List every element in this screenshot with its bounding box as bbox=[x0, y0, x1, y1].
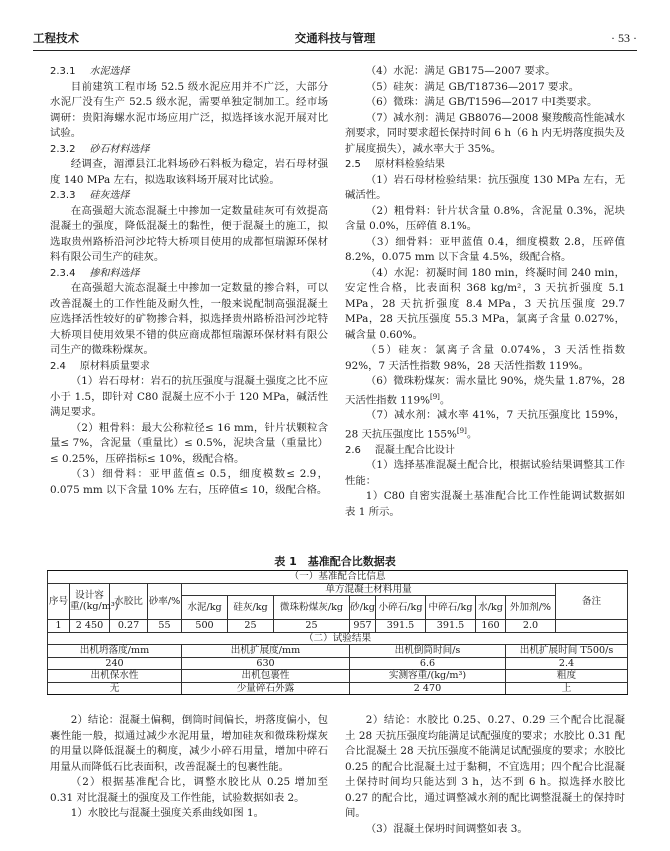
table-cell: 2.0 bbox=[506, 620, 556, 633]
paragraph: （4）水泥：初凝时间 180 min，终凝时间 240 min，安定性合格，比表面积 368 kg/m²，3 天抗折强度 5.1 MPa，28 天抗折强度 8.4 MPa，3 天抗压强度 29.7 MPa，28 天抗压强度 55.3 MPa，氯离子含量 0.027%，碱含量 0.60%。 bbox=[345, 266, 625, 341]
paragraph: 2）结论：混凝土偏稠，倒筒时间偏长，坍落度偏小，包裹性能一般，拟通过减少水泥用量，增加硅灰和微珠粉煤灰的用量以降低混凝土的稠度，减少小碎石用量，增加中碎石用量从而降低石比表面积，改善混凝土的包裹性能。 bbox=[50, 714, 328, 773]
table-cell: 391.5 bbox=[376, 620, 426, 633]
bottom-right-column bbox=[345, 713, 625, 837]
paragraph: （6）微珠：满足 GB/T1596—2017 中Ⅰ类要求。 bbox=[365, 96, 598, 108]
table-header: 硅灰/kg bbox=[228, 596, 274, 620]
paragraph: （3）细骨料：亚甲蓝值 0.4，细度模数 2.8，压碎值 8.2%，0.075 mm 以下含量 4.5%，级配合格。 bbox=[345, 235, 625, 263]
table-caption: 表 1 基准配合比数据表 bbox=[274, 555, 396, 568]
table-header: 出机坍落度/mm bbox=[48, 645, 182, 658]
table-cell: 2 470 bbox=[350, 682, 506, 695]
table-header: 出机扩展时间 T500/s bbox=[506, 645, 628, 658]
table-header: 出机倒筒时间/s bbox=[350, 645, 506, 658]
table-header: 出机扩展度/mm bbox=[182, 645, 350, 658]
table-cell bbox=[556, 620, 628, 633]
paragraph: （2）粗骨料：最大公称粒径≤ 16 mm，针片状颗粒含量≤ 7%，含泥量（重量比）≤ 0.5%，泥块含量（重量比）≤ 0.25%，压碎指标≤ 10%，级配合格。 bbox=[50, 421, 328, 465]
table-cell: 391.5 bbox=[426, 620, 476, 633]
journal-section: 工程技术 bbox=[33, 31, 79, 45]
table-cell: 少量碎石外露 bbox=[182, 682, 350, 695]
table-cell: 2.4 bbox=[506, 657, 628, 670]
table-cell: 500 bbox=[182, 620, 228, 633]
page-header bbox=[33, 28, 637, 46]
section-2-3-2: 2.3.2 砂石材料选择 bbox=[50, 143, 150, 155]
table-row bbox=[48, 620, 628, 633]
paragraph: （2）根据基准配合比，调整水胶比从 0.25 增加至 0.31 对比混凝土的强度及工作性能，试验数据如表 2。 bbox=[50, 776, 328, 804]
paragraph: （1）岩石母材：岩石的抗压强度与混凝土强度之比不应小于 1.5，即针对 C80 混凝土应不小于 120 MPa，碱活性满足要求。 bbox=[50, 375, 328, 418]
paragraph: 1）水胶比与混凝土强度关系曲线如图 1。 bbox=[70, 807, 264, 819]
table-cell: 55 bbox=[148, 620, 182, 633]
section-2-6: 2.6 混凝土配合比设计 bbox=[345, 444, 455, 456]
table-row bbox=[48, 670, 628, 683]
right-column bbox=[345, 64, 625, 520]
paragraph: 1）C80 自密实混凝土基准配合比工作性能调试数据如表 1 所示。 bbox=[345, 490, 625, 518]
paragraph: 目前建筑工程市场 52.5 级水泥应用并不广泛，大部分水泥厂没有生产 52.5 级水泥，需要单独定制加工。经市场调研：贵阳海螺水泥市场应用广泛，拟选择该水泥开展对比试验。 bbox=[50, 80, 328, 139]
paragraph: （3）细骨料：亚甲蓝值≤ 0.5，细度模数≤ 2.9，0.075 mm 以下含量 10% 左右，压碎值≤ 10，级配合格。 bbox=[50, 468, 328, 496]
table-header: 出机保水性 bbox=[48, 670, 182, 683]
paragraph: （1）岩石母材检验结果：抗压强度 130 MPa 左右，无碱活性。 bbox=[345, 173, 625, 201]
table-row bbox=[48, 657, 628, 670]
table-cell: 1 bbox=[48, 620, 70, 633]
table-cell: 无 bbox=[48, 682, 182, 695]
table-cell: 240 bbox=[48, 657, 182, 670]
table-row bbox=[48, 682, 628, 695]
header-rule bbox=[33, 50, 637, 51]
table-header: 水泥/kg bbox=[182, 596, 228, 620]
mix-ratio-table bbox=[47, 570, 627, 695]
table-cell: 上 bbox=[506, 682, 628, 695]
section-2-3-1: 2.3.1 水泥选择 bbox=[50, 66, 130, 77]
paragraph: （3）混凝土保坍时间调整如表 3。 bbox=[365, 822, 528, 835]
table-header: 设计容重/(kg/m³) bbox=[70, 583, 110, 620]
table-cell: 630 bbox=[182, 657, 350, 670]
paragraph: （7）减水剂：减水率 41%，7 天抗压强度比 159%，28 天抗压强度比 155%[9]。 bbox=[345, 409, 625, 441]
table-header: 单方混凝土材料用量 bbox=[182, 583, 556, 596]
paragraph: 2）结论：水胶比 0.25、0.27、0.29 三个配合比混凝土 28 天抗压强度均能满足试配强度的要求；水胶比 0.31 配合比混凝土 28 天抗压强度不能满足试配强度的要求；水胶比 0.25 的配合比混凝土过于黏稠，不宜选用；四个配合比混凝土保持时间均只能达到 3 h，达不到 6 h。拟选择水胶比 0.27 的配合比，通过调整减水剂的配比调整混凝土的保持时间。 bbox=[345, 714, 625, 819]
section-2-3-4: 2.3.4 掺和料选择 bbox=[50, 267, 140, 279]
table-section-1: （一）基准配合比信息 bbox=[48, 571, 628, 584]
table-header: 水/kg bbox=[476, 596, 506, 620]
table-cell: 957 bbox=[350, 620, 376, 633]
page-number: · 53 · bbox=[611, 31, 637, 45]
paragraph: （6）微珠粉煤灰：需水量比 90%，烧失量 1.87%，28 天活性指数 119%[9]。 bbox=[345, 375, 625, 406]
table-cell: 0.27 bbox=[110, 620, 148, 633]
table-header: 粗度 bbox=[506, 670, 628, 683]
paragraph: （7）减水剂：满足 GB8076—2008 聚羧酸高性能减水剂要求，同时要求超长保持时间 6 h（6 h 内无坍落度损失及扩展度损失），减水率大于 35%。 bbox=[345, 111, 625, 155]
table-row bbox=[48, 645, 628, 658]
table-header: 水胶比 bbox=[110, 583, 148, 620]
table-cell: 6.6 bbox=[350, 657, 506, 670]
paragraph: 经调查，湄潭县江北料场砂石料板为稳定，岩石母材强度 140 MPa 左右，拟选取该料场开展对比试验。 bbox=[50, 158, 328, 186]
paragraph: （4）水泥：满足 GB175—2007 要求。 bbox=[365, 65, 556, 77]
paragraph: 在高强超大流态混凝土中掺加一定数量硅灰可有效提高混凝土的强度，降低混凝土的黏性，便于混凝土的施工，拟选取贵州路桥沿河沙坨特大桥项目使用的成都恒瑞源环保材料有限公司生产的硅灰。 bbox=[50, 204, 328, 263]
table-header: 外加剂/% bbox=[506, 596, 556, 620]
section-2-5: 2.5 原材料检验结果 bbox=[345, 159, 445, 170]
section-2-3-3: 2.3.3 硅灰选择 bbox=[50, 190, 130, 201]
table-header: 小碎石/kg bbox=[376, 596, 426, 620]
table-header: 序号 bbox=[48, 583, 70, 620]
table-cell: 2 450 bbox=[70, 620, 110, 633]
table-cell: 25 bbox=[274, 620, 350, 633]
paragraph: （2）粗骨料：针片状含量 0.8%，含泥量 0.3%，泥块含量 0.0%，压碎值 8.1%。 bbox=[345, 204, 625, 232]
table-header: 出机包裹性 bbox=[182, 670, 350, 683]
table-section-2: （二）试验结果 bbox=[48, 632, 628, 645]
table-header: 砂/kg bbox=[350, 596, 376, 620]
paragraph: （5）硅灰：满足 GB/T18736—2017 要求。 bbox=[365, 80, 580, 93]
journal-title: 交通科技与管理 bbox=[294, 31, 376, 45]
table-header: 砂率/% bbox=[148, 583, 182, 620]
citation: [9] bbox=[429, 392, 440, 401]
table-cell: 25 bbox=[228, 620, 274, 633]
paragraph: 在高强超大流态混凝土中掺加一定数量的掺合料，可以改善混凝土的工作性能及耐久性，一般来说配制高强混凝土应选择活性较好的矿物掺合料，拟选择贵州路桥沿河沙坨特大桥项目使用效果不错的供应商成都恒瑞源环保材料有限公司生产的微珠粉煤灰。 bbox=[50, 282, 328, 356]
bottom-left-column bbox=[50, 713, 328, 822]
paragraph: （5）硅灰：氯离子含量 0.074%，3 天活性指数 92%，7 天活性指数 98%，28 天活性指数 119%。 bbox=[345, 344, 625, 372]
table-header: 微珠粉煤灰/kg bbox=[274, 596, 350, 620]
citation: [9] bbox=[456, 426, 467, 435]
section-2-4: 2.4 原材料质量要求 bbox=[50, 360, 150, 372]
table-header: 备注 bbox=[556, 583, 628, 620]
table-cell: 160 bbox=[476, 620, 506, 633]
paragraph: （1）选择基准混凝土配合比，根据试验结果调整其工作性能： bbox=[345, 459, 625, 487]
table-header: 实测容重/(kg/m³) bbox=[350, 670, 506, 683]
left-column bbox=[50, 64, 328, 498]
table-header: 中碎石/kg bbox=[426, 596, 476, 620]
